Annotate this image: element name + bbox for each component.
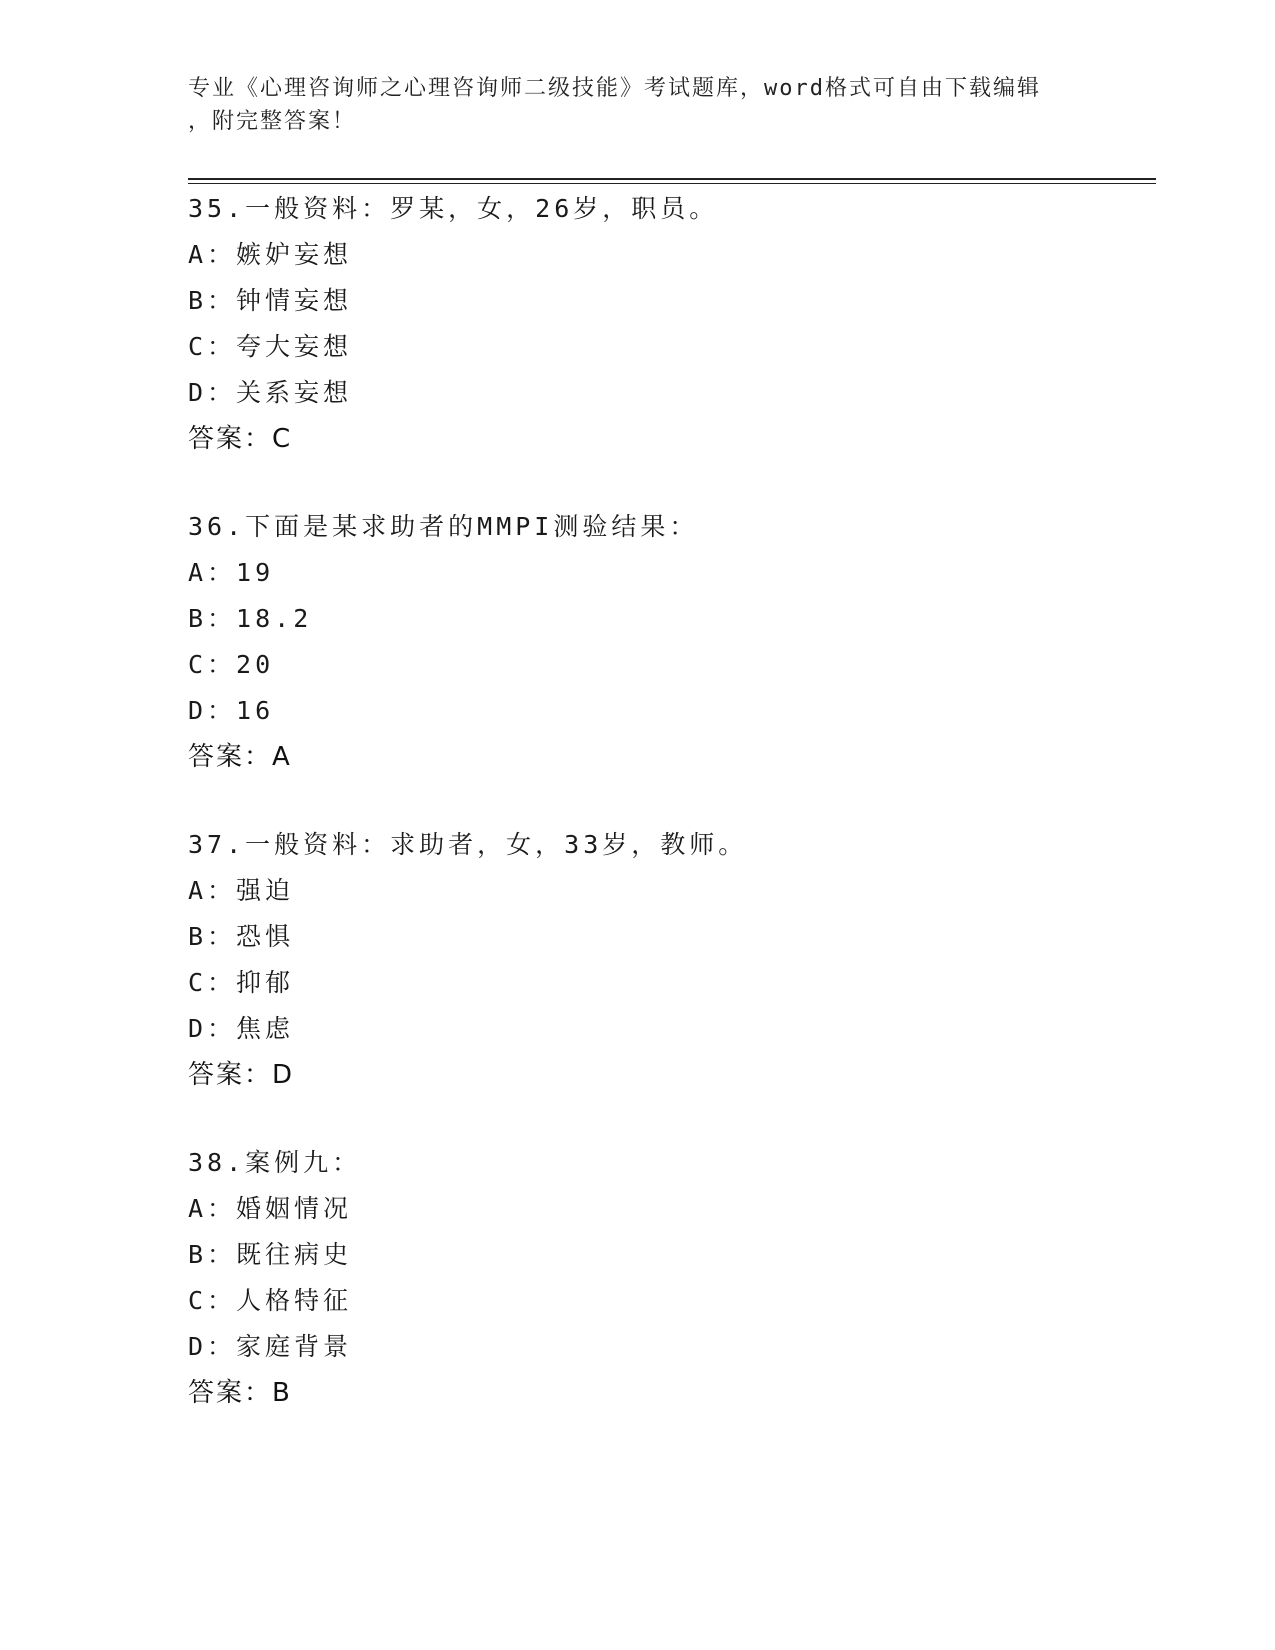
option-c: C：夸大妄想 (188, 332, 353, 361)
question-37 (188, 822, 1156, 1098)
question-stem: 38.案例九： (188, 1148, 362, 1177)
document-header (188, 72, 1088, 138)
question-35 (188, 186, 1156, 462)
option-d: D：16 (188, 696, 275, 725)
answer-key: 答案：B (188, 1378, 292, 1408)
option-c: C：20 (188, 650, 275, 679)
question-stem: 36.下面是某求助者的MMPI测验结果： (188, 512, 699, 541)
header-divider-thin (188, 183, 1156, 184)
option-c: C：抑郁 (188, 968, 295, 997)
header-line-1: 专业《心理咨询师之心理咨询师二级技能》考试题库，word格式可自由下载编辑 (188, 76, 1041, 101)
answer-key: 答案：C (188, 424, 293, 454)
option-c: C：人格特征 (188, 1286, 353, 1315)
question-36 (188, 504, 1156, 780)
option-a: A：嫉妒妄想 (188, 240, 353, 269)
question-stem: 37.一般资料：求助者，女，33岁，教师。 (188, 830, 748, 859)
option-a: A：婚姻情况 (188, 1194, 353, 1223)
question-38 (188, 1140, 1156, 1416)
answer-key: 答案：A (188, 742, 292, 772)
option-a: A：19 (188, 558, 275, 587)
option-b: B：既往病史 (188, 1240, 353, 1269)
option-b: B：钟情妄想 (188, 286, 353, 315)
option-b: B：恐惧 (188, 922, 295, 951)
answer-key: 答案：D (188, 1060, 295, 1090)
option-b: B：18.2 (188, 604, 313, 633)
question-list (188, 186, 1156, 1458)
option-d: D：关系妄想 (188, 378, 353, 407)
option-d: D：焦虑 (188, 1014, 295, 1043)
option-d: D：家庭背景 (188, 1332, 353, 1361)
header-divider (188, 178, 1156, 180)
header-line-2: ，附完整答案！ (188, 109, 357, 134)
question-stem: 35.一般资料：罗某，女，26岁，职员。 (188, 194, 719, 223)
option-a: A：强迫 (188, 876, 295, 905)
